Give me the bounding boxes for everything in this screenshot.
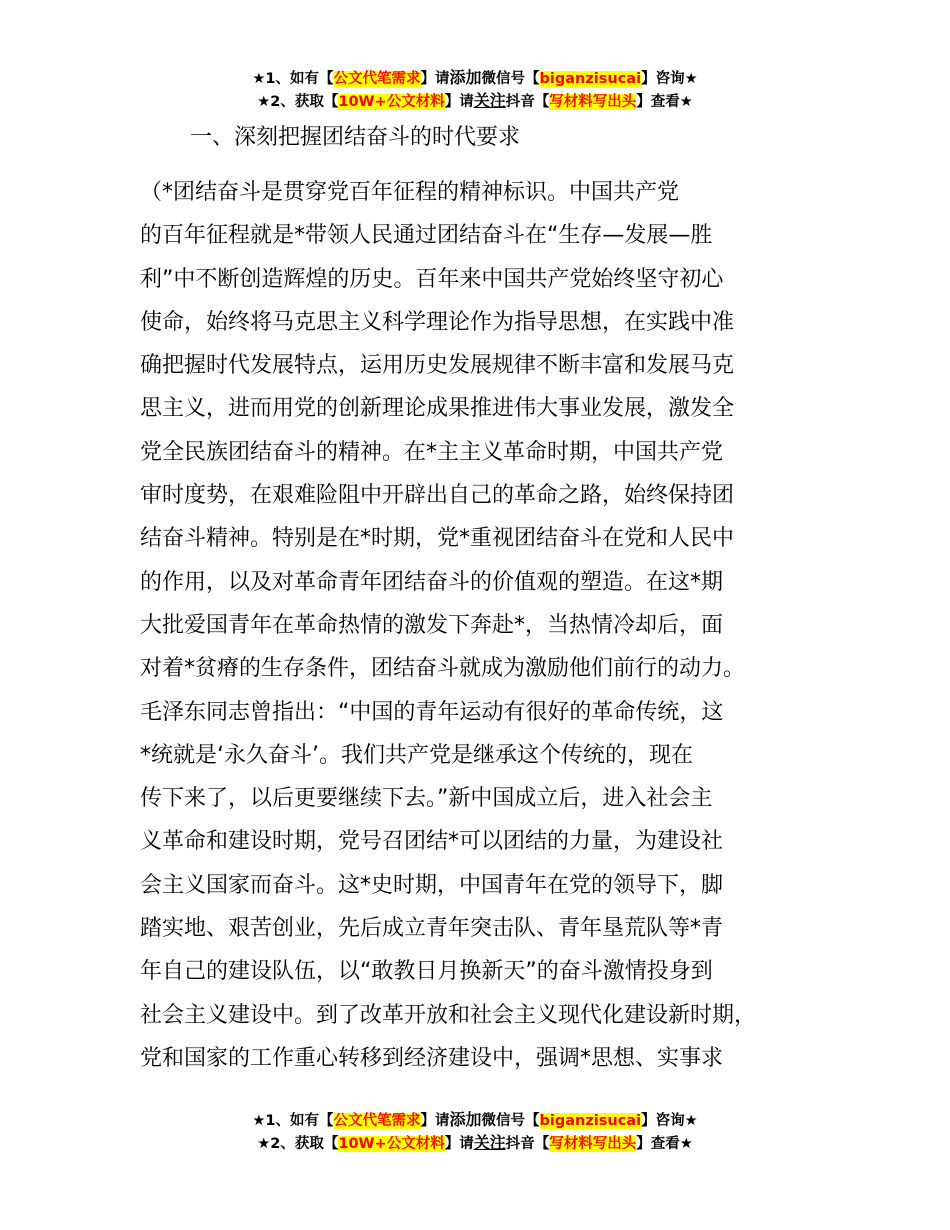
- header-line-1: [0, 67, 950, 90]
- body-line: 结奋斗精神。特别是在*时期，党*重视团结奋斗在党和人民中: [140, 526, 735, 552]
- materials-highlight: 10W+公文材料: [338, 1136, 445, 1152]
- footer-line-1-emphasis: 添加: [449, 1110, 482, 1129]
- body-line: 毛泽东同志曾指出：“中国的青年运动有很好的革命传统，这: [140, 699, 724, 725]
- footer-line-2: [0, 1132, 950, 1155]
- body-line: 会主义国家而奋斗。这*史时期，中国青年在党的领导下，脚: [140, 872, 724, 898]
- body-paragraph: [140, 171, 840, 1080]
- body-line: （*团结奋斗是贯穿党百年征程的精神标识。中国共产党: [140, 180, 680, 205]
- footer-line-2-emphasis: 关注: [473, 1133, 506, 1152]
- body-line: 的作用，以及对革命青年团结奋斗的价值观的塑造。在这*期: [140, 569, 724, 595]
- wechat-id-highlight: biganzisucai: [539, 1113, 642, 1129]
- header-line-2-text: 】请: [444, 94, 474, 110]
- header-line-1-emphasis: 添加: [449, 68, 482, 87]
- body-line: 的百年征程就是*带领人民通过团结奋斗在“生存—发展—胜: [140, 223, 713, 249]
- douyin-account-highlight: 写材料写出头: [549, 94, 637, 110]
- body-line: *统就是‘永久奋斗’。我们共产党是继承这个传统的，现在: [140, 742, 693, 768]
- section-heading: 一、深刻把握团结奋斗的时代要求: [190, 125, 521, 150]
- header-banner: [0, 67, 950, 113]
- footer-line-1-suffix: 】咨询★: [641, 1113, 698, 1129]
- body-line: 审时度势，在艰难险阻中开辟出自己的革命之路，始终保持团: [140, 483, 735, 509]
- footer-banner: [0, 1109, 950, 1155]
- footer-line-1: [0, 1109, 950, 1132]
- body-line: 对着*贫瘠的生存条件，团结奋斗就成为激励他们前行的动力。: [140, 656, 746, 682]
- body-line: 确把握时代发展特点，运用历史发展规律不断丰富和发展马克: [140, 353, 735, 379]
- body-line: 义革命和建设时期，党号召团结*可以团结的力量，为建设社: [140, 829, 724, 855]
- header-line-2: [0, 90, 950, 113]
- body-line: 传下来了，以后更要继续下去。”新中国成立后，进入社会主: [140, 786, 713, 812]
- ghostwriting-service-highlight: 公文代笔需求: [333, 71, 421, 87]
- body-line: 党和国家的工作重心转移到经济建设中，强调*思想、实事求: [140, 1045, 724, 1071]
- footer-line-2-suffix: 】查看★: [636, 1136, 693, 1152]
- header-line-1-prefix: ★1、如有【: [252, 71, 334, 87]
- body-line: 思主义，进而用党的创新理论成果推进伟大事业发展，激发全: [140, 396, 735, 422]
- header-line-2-emphasis: 关注: [473, 91, 506, 110]
- header-line-2-text-2: 抖音【: [505, 94, 550, 110]
- ghostwriting-service-highlight: 公文代笔需求: [333, 1113, 421, 1129]
- body-line: 年自己的建设队伍，以“敢教日月换新天”的奋斗激情投身到: [140, 959, 713, 985]
- footer-line-1-prefix: ★1、如有【: [252, 1113, 334, 1129]
- douyin-account-highlight: 写材料写出头: [549, 1136, 637, 1152]
- wechat-id-highlight: biganzisucai: [539, 71, 642, 87]
- body-line: 大批爱国青年在革命热情的激发下奔赴*，当热情冷却后，面: [140, 612, 724, 638]
- header-line-1-text: 】请: [420, 71, 450, 87]
- header-line-2-prefix: ★2、获取【: [257, 94, 339, 110]
- body-line: 利”中不断创造辉煌的历史。百年来中国共产党始终坚守初心: [140, 266, 724, 292]
- footer-line-2-prefix: ★2、获取【: [257, 1136, 339, 1152]
- footer-line-1-text: 】请: [420, 1113, 450, 1129]
- footer-line-2-text: 】请: [444, 1136, 474, 1152]
- header-line-2-suffix: 】查看★: [636, 94, 693, 110]
- body-line: 踏实地、艰苦创业，先后成立青年突击队、青年垦荒队等*青: [140, 916, 724, 942]
- body-line: 社会主义建设中。到了改革开放和社会主义现代化建设新时期，: [140, 1002, 757, 1028]
- body-line: 党全民族团结奋斗的精神。在*主主义革命时期，中国共产党: [140, 439, 724, 465]
- footer-line-1-text-2: 微信号【: [481, 1113, 540, 1129]
- body-line: 使命，始终将马克思主义科学理论作为指导思想，在实践中准: [140, 309, 735, 335]
- header-line-1-suffix: 】咨询★: [641, 71, 698, 87]
- header-line-1-text-2: 微信号【: [481, 71, 540, 87]
- materials-highlight: 10W+公文材料: [338, 94, 445, 110]
- footer-line-2-text-2: 抖音【: [505, 1136, 550, 1152]
